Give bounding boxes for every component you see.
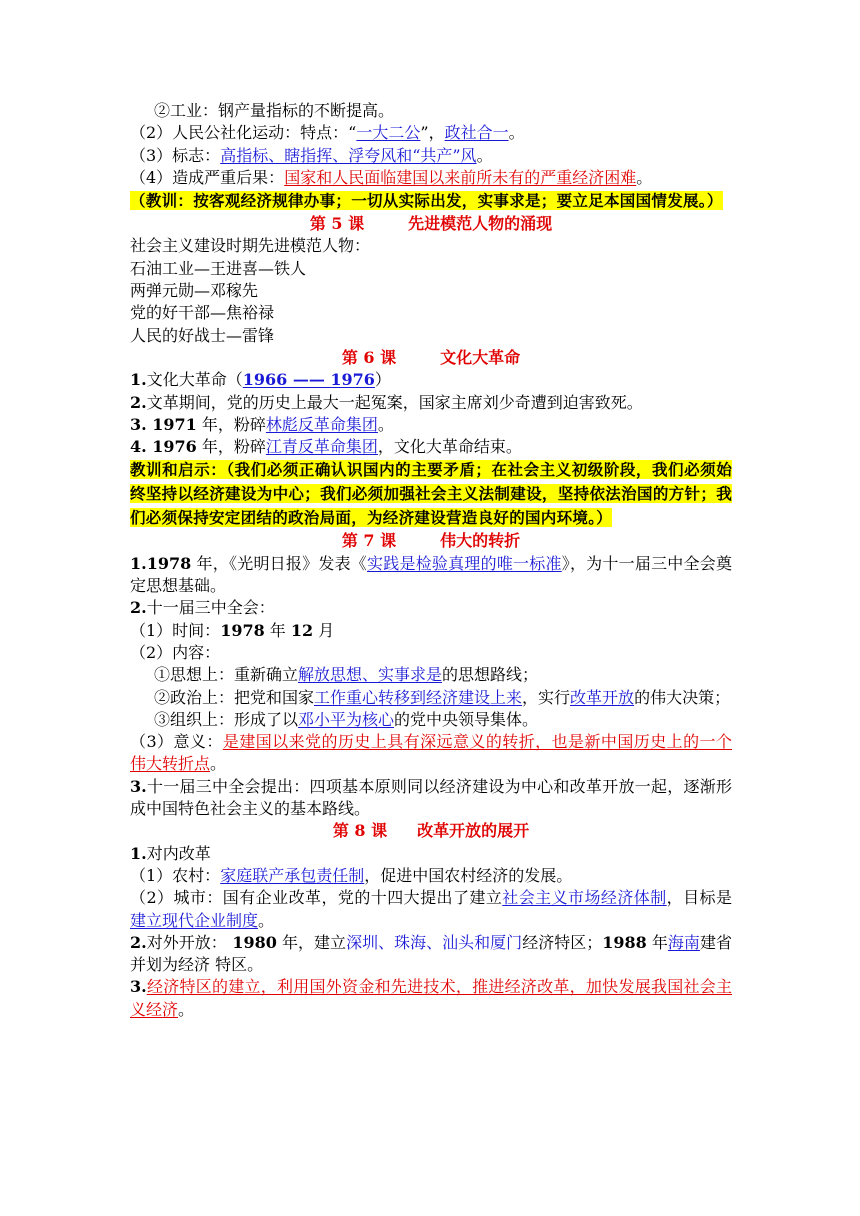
link-sez-cities: 深圳、珠海、汕头和厦门 bbox=[346, 932, 523, 952]
line-6-3: 3. 1971 年，粉碎林彪反革命集团。 bbox=[130, 414, 394, 434]
lesson-block-2: 教训和启示：（我们必须正确认识国内的主要矛盾；在社会主义初级阶段，我们必须始终坚持以经济建设为中心；我们必须加强社会主义法制建设，坚持依法治国的方针；我们必须保持安定团结的政治局面，为经济建设营造良好的国内环境。） bbox=[130, 460, 732, 528]
line-models-intro: 社会主义建设时期先进模范人物： bbox=[130, 236, 371, 256]
line-7-3: （1）时间：1978 年 12 月 bbox=[130, 620, 335, 640]
line-8-5: 3.经济特区的建立，利用国外资金和先进技术，推进经济改革，加快发展我国社会主义经济。 bbox=[130, 977, 732, 1019]
line-6-4: 4. 1976 年，粉碎江青反革命集团，文化大革命结束。 bbox=[130, 437, 522, 457]
line-7-9: 3.十一届三中全会提出：四项基本原则同以经济建设为中心和改革开放一起，逐渐形成中国特色社会主义的基本路线。 bbox=[130, 776, 732, 819]
line-7-4: （2）内容： bbox=[130, 642, 221, 662]
heading-lesson-7: 第 7 课 伟大的转折 bbox=[341, 531, 521, 551]
line-model-4: 人民的好战士—雷锋 bbox=[130, 325, 275, 345]
link-household: 家庭联产承包责任制 bbox=[220, 865, 365, 885]
red-sez-significance: 经济特区的建立，利用国外资金和先进技术，推进经济改革，加快发展我国社会主义经济 bbox=[130, 977, 732, 1019]
line-7-1: 1.1978 年，《光明日报》发表《实践是检验真理的唯一标准》，为十一届三中全会奠定思想基础。 bbox=[130, 553, 732, 596]
line-7-6: ②政治上：把党和国家工作重心转移到经济建设上来，实行改革开放的伟大决策； bbox=[154, 687, 731, 707]
red-significance: 是建国以来党的历史上具有深远意义的转折，也是新中国历史上的一个伟大转折点 bbox=[130, 732, 732, 774]
link-sign: 高指标、瞎指挥、浮夸风和“共产”风 bbox=[220, 145, 477, 165]
link-years: 1966 —— 1976 bbox=[242, 370, 375, 390]
line-commune: （2）人民公社化运动：特点：“一大二公”，政社合一。 bbox=[130, 123, 525, 143]
link-yida-ergong: 一大二公 bbox=[356, 123, 421, 143]
line-7-7: ③组织上：形成了以邓小平为核心的党中央领导集体。 bbox=[154, 709, 539, 729]
line-model-2: 两弹元勋—邓稼先 bbox=[130, 281, 259, 301]
link-focus-shift: 工作重心转移到经济建设上来 bbox=[314, 687, 523, 707]
document-page bbox=[130, 100, 732, 1021]
line-consequence: （4）造成严重后果：国家和人民面临建国以来前所未有的严重经济困难。 bbox=[130, 167, 653, 187]
link-zhengshe-heyi: 政社合一 bbox=[444, 123, 509, 143]
link-reform-opening: 改革开放 bbox=[570, 687, 635, 707]
line-industry: ②工业：钢产量指标的不断提高。 bbox=[154, 101, 395, 120]
line-6-2: 2.文革期间，党的历史上最大一起冤案，国家主席刘少奇遭到迫害致死。 bbox=[130, 392, 643, 412]
heading-lesson-6: 第 6 课 文化大革命 bbox=[341, 347, 521, 367]
link-hainan: 海南 bbox=[667, 932, 700, 952]
link-practice: 实践是检验真理的唯一标准 bbox=[367, 553, 562, 573]
line-model-3: 党的好干部—焦裕禄 bbox=[130, 303, 275, 323]
heading-lesson-8: 第 8 课 改革开放的展开 bbox=[332, 821, 530, 841]
link-deng-core: 邓小平为核心 bbox=[298, 709, 395, 729]
line-7-5: ①思想上：重新确立解放思想、实事求是的思想路线； bbox=[154, 665, 539, 685]
link-linbiao: 林彪反革命集团 bbox=[265, 414, 378, 434]
red-consequence: 国家和人民面临建国以来前所未有的严重经济困难 bbox=[284, 167, 637, 187]
link-thought: 解放思想、实事求是 bbox=[298, 665, 443, 685]
link-jiangqing: 江青反革命集团 bbox=[265, 437, 378, 457]
line-8-3: （2）城市：国有企业改革，党的十四大提出了建立社会主义市场经济体制，目标是建立现代企业制度。 bbox=[130, 888, 732, 930]
line-7-8: （3）意义：是建国以来党的历史上具有深远意义的转折，也是新中国历史上的一个伟大转折点。 bbox=[130, 732, 732, 774]
line-7-2: 2.十一届三中全会： bbox=[130, 598, 275, 618]
line-8-1: 1.对内改革 bbox=[130, 843, 211, 863]
line-8-4: 2.对外开放： 1980 年，建立深圳、珠海、汕头和厦门经济特区；1988 年海南建省并划为经济 特区。 bbox=[130, 932, 732, 975]
line-6-1: 1.文化大革命（1966 —— 1976） bbox=[130, 370, 391, 390]
link-market-economy: 社会主义市场经济体制 bbox=[502, 888, 667, 908]
lesson-block-1: （教训：按客观经济规律办事；一切从实际出发，实事求是；要立足本国国情发展。） bbox=[130, 191, 723, 211]
line-8-2: （1）农村：家庭联产承包责任制，促进中国农村经济的发展。 bbox=[130, 865, 573, 885]
line-model-1: 石油工业—王进喜—铁人 bbox=[130, 258, 307, 278]
link-modern-enterprise: 建立现代企业制度 bbox=[130, 910, 259, 930]
line-sign: （3）标志：高指标、瞎指挥、浮夸风和“共产”风。 bbox=[130, 145, 493, 165]
heading-lesson-5: 第 5 课 先进模范人物的涌现 bbox=[309, 214, 553, 234]
